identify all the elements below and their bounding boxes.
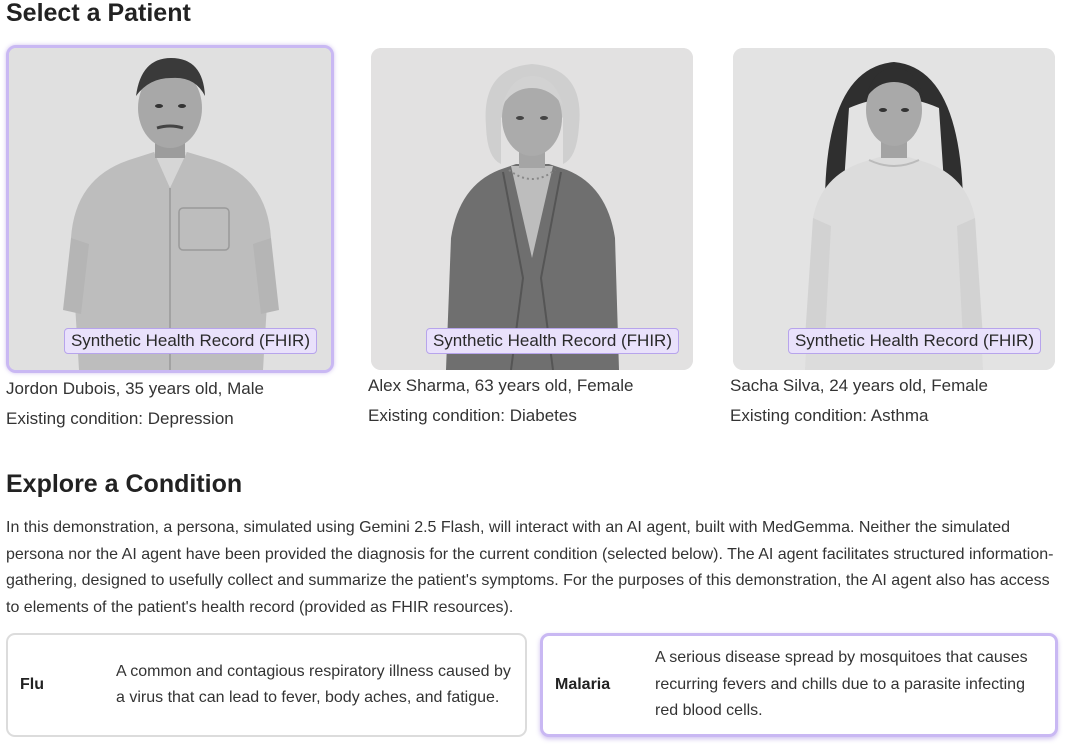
patient-existing-condition: Existing condition: Diabetes — [368, 406, 577, 425]
patient-card-sacha[interactable] — [730, 45, 1060, 430]
fhir-record-badge: Synthetic Health Record (FHIR) — [788, 328, 1041, 354]
patient-portrait-young-woman — [733, 48, 1055, 370]
condition-description: A common and contagious respiratory illness caused by a virus that can lead to fever, body aches, and fatigue. — [116, 662, 511, 706]
patient-card-jordon[interactable] — [6, 45, 336, 433]
patient-portrait-man — [9, 48, 331, 370]
patient-photo[interactable] — [371, 48, 693, 370]
patient-card-alex[interactable] — [368, 45, 698, 430]
patient-name-age: Sacha Silva, 24 years old, Female — [730, 376, 988, 395]
condition-name: Malaria — [555, 676, 611, 693]
condition-card-flu[interactable] — [6, 633, 527, 737]
fhir-record-badge: Synthetic Health Record (FHIR) — [426, 328, 679, 354]
patient-photo[interactable] — [6, 45, 334, 373]
patient-name-age: Jordon Dubois, 35 years old, Male — [6, 379, 264, 398]
condition-list — [6, 633, 1058, 743]
select-patient-heading: Select a Patient — [6, 0, 191, 27]
fhir-record-badge: Synthetic Health Record (FHIR) — [64, 328, 317, 354]
patient-list — [6, 45, 1066, 435]
explore-condition-heading: Explore a Condition — [6, 470, 243, 498]
condition-description: A serious disease spread by mosquitoes that causes recurring fevers and chills due to a parasite infecting red blood cells. — [655, 649, 1028, 720]
demo-description: In this demonstration, a persona, simulated using Gemini 2.5 Flash, will interact with an AI agent, built with MedGemma. Neither the simulated persona nor the AI agent have been provided the diagnosis for the current condition (selected below). The AI agent facilitates structured information-gathering, designed to usefully collect and summarize the patient's symptoms. For the purposes of this demonstration, the AI agent also has access to elements of the patient's health record (provided as FHIR resources). — [6, 519, 1054, 616]
patient-existing-condition: Existing condition: Asthma — [730, 406, 929, 425]
patient-name-age: Alex Sharma, 63 years old, Female — [368, 376, 634, 395]
condition-card-malaria[interactable] — [540, 633, 1058, 737]
patient-portrait-older-woman — [371, 48, 693, 370]
patient-photo[interactable] — [733, 48, 1055, 370]
patient-existing-condition: Existing condition: Depression — [6, 409, 234, 428]
condition-name: Flu — [20, 676, 44, 693]
